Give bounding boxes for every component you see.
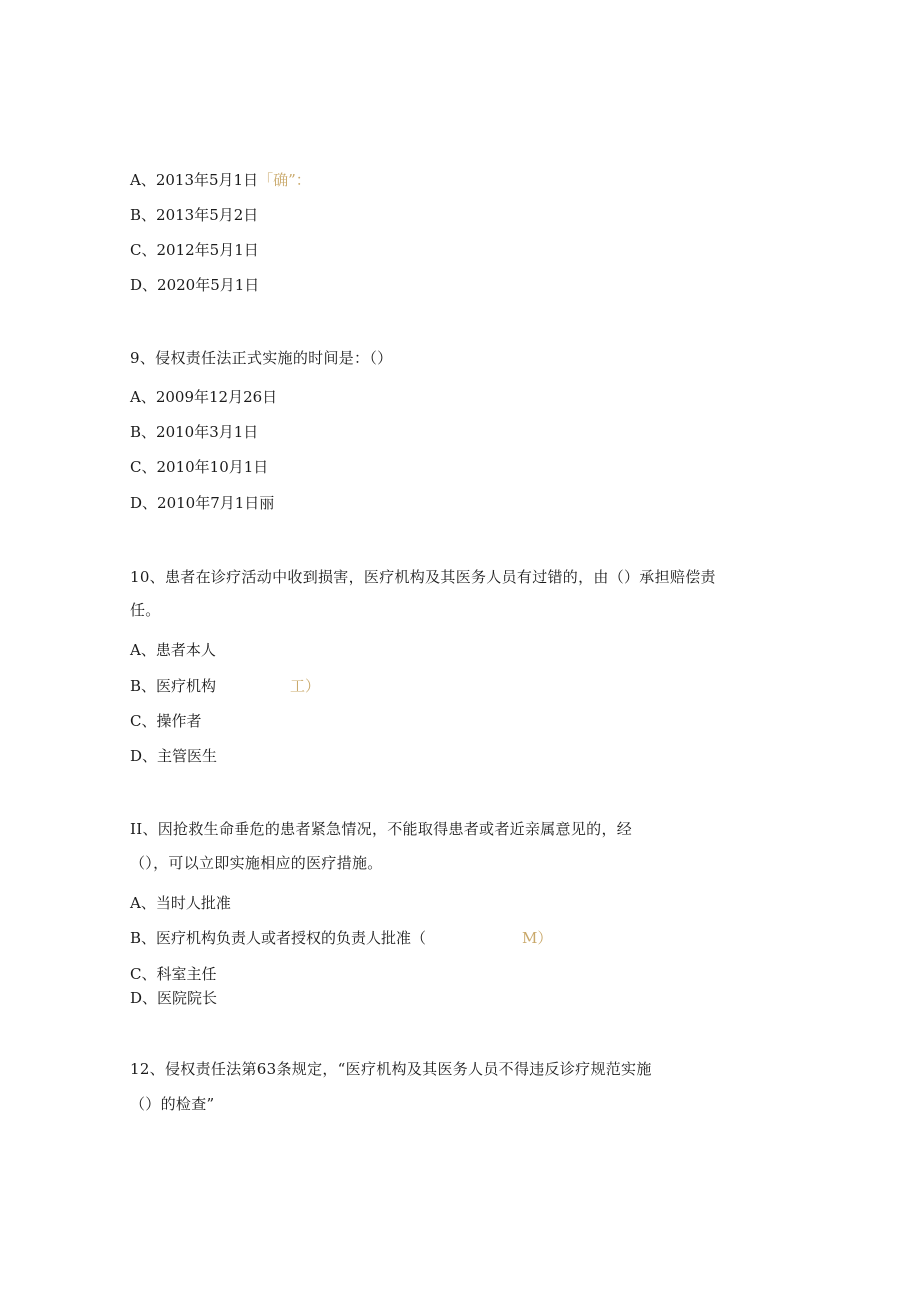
q9-stem: 9、侵权责任法正式实施的时间是：（） [130, 349, 393, 367]
q10-option-c: C、操作者 [130, 712, 202, 730]
q10-stem-line1: 10、患者在诊疗活动中收到损害，医疗机构及其医务人员有过错的，由（）承担赔偿责 [130, 568, 716, 586]
q11-stem-line2: （），可以立即实施相应的医疗措施。 [130, 854, 383, 872]
q11-option-a: A、当时人批准 [130, 894, 231, 912]
q11-option-c: C、科室主任 [130, 965, 217, 983]
q11-stem-line1: II、因抢救生命垂危的患者紧急情况，不能取得患者或者近亲属意见的，经 [130, 820, 633, 838]
q8-option-a-text: A、2013年5月1日 [130, 171, 259, 189]
q10-option-b: B、医疗机构 [130, 677, 217, 695]
q12-stem-line1: 12、侵权责任法第63条规定，“医疗机构及其医务人员不得违反诊疗规范实施 [130, 1060, 652, 1078]
q9-option-b: B、2010年3月1日 [130, 423, 259, 441]
q10-stem-line2: 任。 [130, 601, 161, 619]
q8-option-d: D、2020年5月1日 [130, 276, 260, 294]
q9-option-a: A、2009年12月26日 [130, 388, 278, 406]
q8-option-a-mark: 「确”： [258, 171, 311, 189]
q8-option-c: C、2012年5月1日 [130, 241, 259, 259]
q11-option-b-mark: M） [522, 929, 553, 947]
q11-option-b: B、医疗机构负责人或者授权的负责人批准（ [130, 929, 427, 947]
q8-option-b: B、2013年5月2日 [130, 206, 259, 224]
q9-option-c: C、2010年10月1日 [130, 458, 269, 476]
q11-option-d: D、医院院长 [130, 989, 218, 1007]
q10-option-b-mark: 工） [290, 677, 321, 695]
q9-option-d: D、2010年7月1日丽 [130, 494, 275, 512]
q12-stem-line2: （）的检查” [130, 1095, 215, 1113]
q8-option-a [130, 170, 311, 190]
q10-option-d: D、主管医生 [130, 747, 218, 765]
q10-option-a: A、患者本人 [130, 641, 216, 659]
